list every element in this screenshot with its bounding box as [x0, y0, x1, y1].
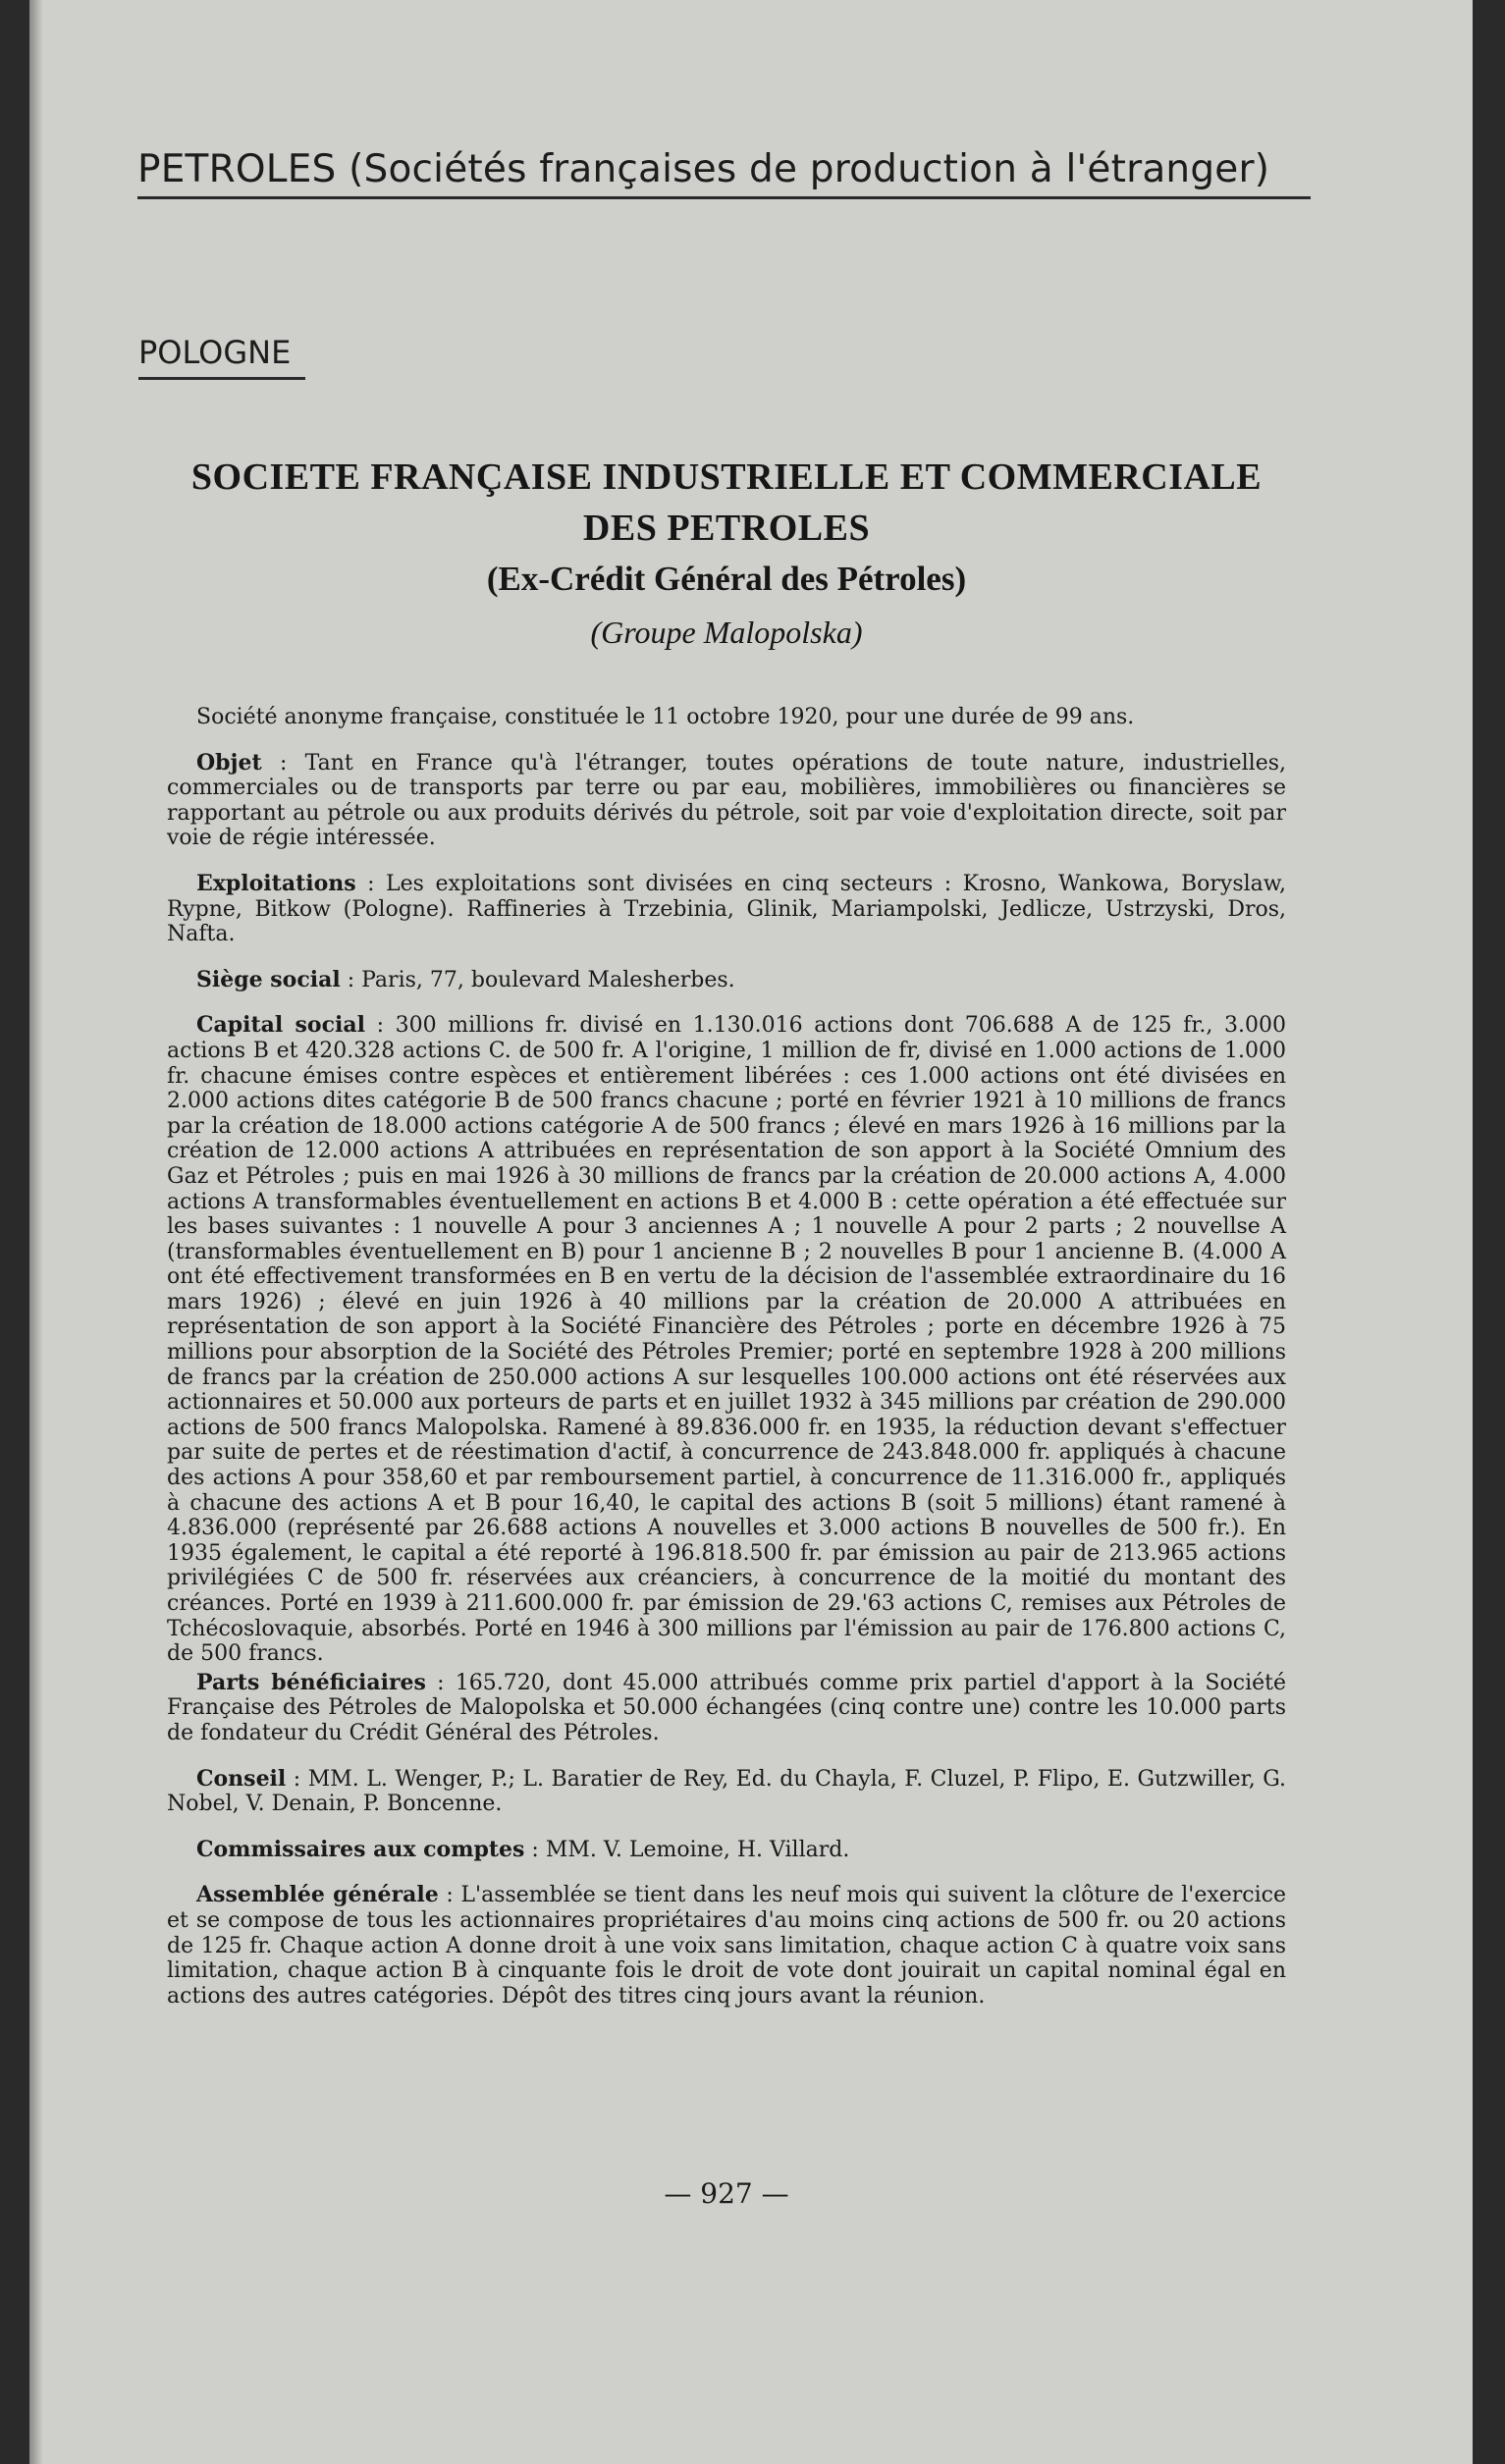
intro-text: Société anonyme française, constituée le 11 octobre 1920, pour une durée de 99 ans. — [196, 705, 1135, 729]
parts-paragraph — [167, 1671, 1286, 1746]
running-head-rule — [137, 196, 1311, 199]
objet-paragraph — [167, 751, 1286, 851]
assemblee-label: Assemblée générale — [196, 1882, 439, 1908]
objet-text: : Tant en France qu'à l'étranger, toutes opérations de toute nature, industrielles, commerciales ou de transports par terre ou par eau, mobilières, immobilières ou financières se rapportant au pétrole ou aux produits dérivés du pétrole, soit par voie d'exploitation directe, soit par voie de régie intéressée. — [167, 750, 1286, 851]
commissaires-paragraph — [167, 1838, 1286, 1863]
page-number: — 927 — — [664, 2177, 789, 2210]
commissaires-label: Commissaires aux comptes — [196, 1836, 525, 1862]
company-title-line-2: DES PETROLES — [582, 508, 871, 549]
company-former-name: (Ex-Crédit Général des Pétroles) — [486, 560, 967, 598]
exploitations-label: Exploitations — [196, 870, 356, 896]
exploitations-paragraph — [167, 872, 1286, 947]
capital-text: : 300 millions fr. divisé en 1.130.016 actions dont 706.688 A de 125 fr., 3.000 actions B et 420.328 actions C. de 500 fr. A l'origine, 1 million de fr, divisé en 1.000 actions de 1.000 fr. chacune émises contre espèces et entièrement libérées : ces 1.000 actions ont été divisées en 2.000 actions dites catégorie B de 500 francs chacune ; porté en février 1921 à 10 millions de francs par la création de 18.000 actions catégorie A de 500 francs ; élevé en mars 1926 à 16 millions par la création de 12.000 actions A attribuées en représentation de son apport à la Société Omnium des Gaz et Pétroles ; puis en mai 1926 à 30 millions de francs par la création de 20.000 actions A, 4.000 actions A transformables éventuellement en actions B et 4.000 B : cette opération a été effectuée sur les bases suivantes : 1 nouvelle A pour 3 anciennes A ; 1 nouvelle A pour 2 parts ; 2 nouvellse A (transformables éventuellement en B) pour 1 ancienne B ; 2 nouvelles B pour 1 ancienne B. (4.000 A ont été effectivement transformées en B en vertu de la décision de l'assemblée extraordinaire du 16 mars 1926) ; élevé en juin 1926 à 40 millions par la création de 20.000 A attribuées en représentation de son apport à la Société Financière des Pétroles ; porte en décembre 1926 à 75 millions pour absorption de la Société des Pétroles Premier; porté en septembre 1928 à 200 millions de francs par la création de 250.000 actions A sur lesquelles 100.000 actions ont été réservées aux actionnaires et 50.000 aux porteurs de parts et en juillet 1932 à 345 millions par création de 290.000 actions de 500 francs Malopolska. Ramené à 89.836.000 fr. en 1935, la réduction devant s'effectuer par suite de pertes et de réestimation d'actif, à concurrence de 243.848.000 fr. appliqués à chacune des actions A pour 358,60 et par remboursement partiel, à concurrence de 11.316.000 fr., appliqués à chacune des actions A et B pour 16,40, le capital des actions B (soit 5 millions) étant ramené à 4.836.000 (représenté par 26.688 actions A nouvelles et 3.000 actions B nouvelles de 500 fr.). En 1935 également, le capital a été reporté à 196.818.500 fr. par émission au pair de 213.965 actions privilégiées C de 500 fr. réservées aux créanciers, à concurrence de la moitié du montant des créances. Porté en 1939 à 211.600.000 fr. par émission de 29.'63 actions C, remises aux Pétroles de Tchécoslovaquie, absorbés. Porté en 1946 à 300 millions par l'émission au pair de 176.800 actions C, de 500 francs. — [167, 1013, 1286, 1667]
document-page — [29, 0, 1473, 2464]
siege-paragraph — [167, 968, 1286, 993]
country-heading: POLOGNE — [138, 334, 292, 371]
objet-label: Objet — [196, 749, 262, 776]
company-title-block — [137, 452, 1316, 660]
country-heading-rule — [138, 377, 305, 380]
commissaires-text: : MM. V. Lemoine, H. Villard. — [524, 1837, 850, 1862]
document-body — [167, 705, 1286, 2029]
capital-label: Capital social — [196, 1012, 365, 1039]
running-head: PETROLES (Sociétés françaises de production à l'étranger) — [137, 147, 1270, 191]
assemblee-text: : L'assemblée se tient dans les neuf mois qui suivent la clôture de l'exercice et se compose de tous les actionnaires propriétaires d'au moins cinq actions de 500 fr. ou 20 actions de 125 fr. Chaque action A donne droit à une voix sans limitation, chaque action C à quatre voix sans limitation, chaque action B à cinquante fois le droit de vote dont jouirait un capital nominal égal en actions des autres catégories. Dépôt des titres cinq jours avant la réunion. — [167, 1883, 1286, 2009]
conseil-label: Conseil — [196, 1765, 287, 1792]
parts-label: Parts bénéficiaires — [196, 1669, 426, 1695]
parts-text: : 165.720, dont 45.000 attribués comme prix partiel d'apport à la Société Française des Pétroles de Malopolska et 50.000 échangées (cinq contre une) contre les 10.000 parts de fondateur du Crédit Général des Pétroles. — [167, 1670, 1286, 1745]
assemblee-paragraph — [167, 1883, 1286, 2009]
conseil-text: : MM. L. Wenger, P.; L. Baratier de Rey, Ed. du Chayla, F. Cluzel, P. Flipo, E. Gutzwiller, G. Nobel, V. Denain, P. Boncenne. — [167, 1766, 1286, 1817]
capital-paragraph — [167, 1013, 1286, 1666]
conseil-paragraph — [167, 1767, 1286, 1817]
siege-label: Siège social — [196, 966, 341, 992]
intro-paragraph — [167, 705, 1286, 730]
exploitations-text: : Les exploitations sont divisées en cinq secteurs : Krosno, Wankowa, Boryslaw, Rypne, Bitkow (Pologne). Raffineries à Trzebinia, Glinik, Mariampolski, Jedlicze, Ustrzyski, Dros, Nafta. — [167, 871, 1286, 947]
siege-text: : Paris, 77, boulevard Malesherbes. — [340, 967, 735, 992]
company-group: (Groupe Malopolska) — [590, 615, 863, 650]
company-title-line-1: SOCIETE FRANÇAISE INDUSTRIELLE ET COMMERCIALE — [190, 456, 1263, 498]
